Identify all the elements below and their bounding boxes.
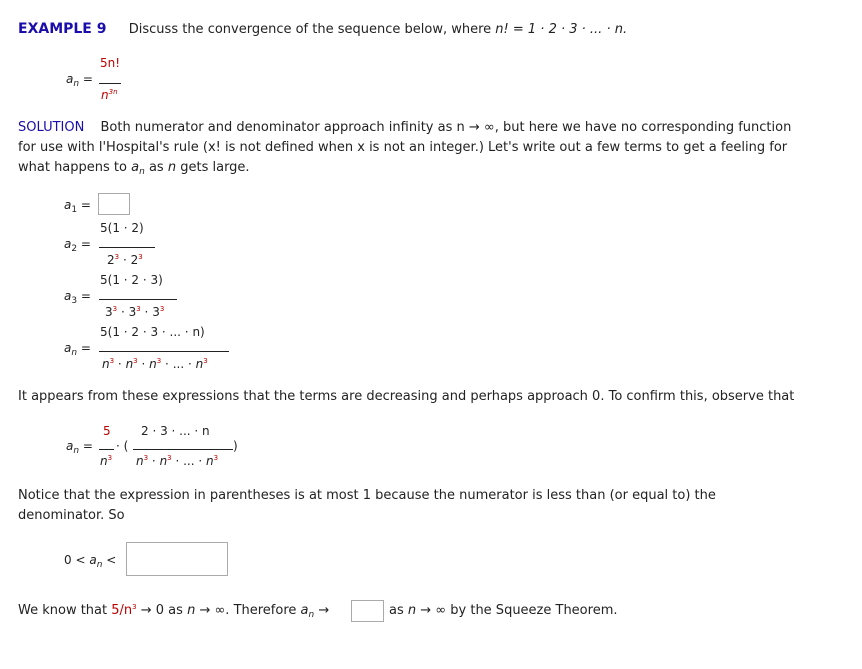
- sequence-denominator: $n^{3n}$: [101, 88, 118, 102]
- split-close-paren: ): [233, 439, 238, 453]
- a2-label: $a_2$ =: [64, 237, 91, 254]
- a2-denominator: $2^3 \cdot 2^3$: [107, 253, 143, 267]
- a3-denominator: $3^3 \cdot 3^3 \cdot 3^3$: [105, 305, 165, 319]
- an-fraction-bar: [99, 351, 229, 352]
- sequence-lhs: $a_n$ =: [66, 72, 93, 89]
- split-fraction-bar-2: [133, 449, 233, 450]
- split-five: 5: [103, 424, 111, 438]
- split-fraction-bar-1: [99, 449, 114, 450]
- an-numerator: 5(1 · 2 · 3 · ... · n): [100, 325, 205, 339]
- conclusion-line: We know that $5/n^3 \to 0$ as n → ∞. Therefore $a_n$ →: [18, 603, 330, 620]
- example-label: EXAMPLE 9: [18, 21, 107, 37]
- a3-fraction-bar: [99, 299, 177, 300]
- a2-numerator: 5(1 · 2): [100, 221, 144, 235]
- split-open-paren: · (: [116, 439, 129, 453]
- an-denominator: $n^3 \cdot n^3 \cdot n^3$ · ... · $n^3$: [102, 357, 208, 371]
- solution-line-1: Both numerator and denominator approach infinity as n → ∞, but here we have no corresponding function: [100, 120, 792, 135]
- a3-label: $a_3$ =: [64, 289, 91, 306]
- a1-answer-input[interactable]: [98, 193, 130, 215]
- sequence-fraction-bar: [99, 83, 121, 84]
- split-frac1-denominator: $n^3$: [100, 454, 113, 468]
- a2-fraction-bar: [99, 247, 155, 248]
- example-header: [18, 21, 627, 37]
- factorial-definition: n! = 1 · 2 · 3 · ... · n.: [495, 22, 628, 37]
- solution-label: SOLUTION: [18, 120, 85, 135]
- solution-line-2: for use with l'Hospital's rule (x! is not defined when x is not an integer.) Let's write out a few terms to get a feeling for: [18, 140, 788, 155]
- inequality-lhs: $0 < a_n$ <: [64, 553, 117, 570]
- a1-label: $a_1$ =: [64, 198, 91, 215]
- solution-line-3a: what happens to: [18, 160, 127, 175]
- an-label: $a_n$ =: [64, 341, 91, 358]
- solution-paragraph: SOLUTION Both numerator and denominator approach infinity as n → ∞, but here we have no corresponding function for use with l'Hospital's rule (x! is not defined when x is not an integer.) Let's write out a few terms to get a feeling for what happens to $a_n$ as n gets large.: [18, 120, 792, 177]
- limit-answer-input[interactable]: [351, 600, 384, 622]
- split-lhs: $a_n$ =: [66, 439, 93, 456]
- conclusion-suffix: as n → ∞ by the Squeeze Theorem.: [389, 603, 618, 618]
- split-frac2-denominator: $n^3 \cdot n^3$ · ... · $n^3$: [136, 454, 219, 468]
- observe-text: It appears from these expressions that the terms are decreasing and perhaps approach 0. To confirm this, observe that: [18, 389, 795, 404]
- split-frac2-numerator: 2 · 3 · ... · n: [141, 424, 210, 438]
- upper-bound-input[interactable]: [126, 542, 228, 576]
- sequence-numerator: 5n!: [100, 56, 121, 70]
- notice-paragraph: Notice that the expression in parentheses is at most 1 because the numerator is less than (or equal to) the denominator. So: [18, 488, 716, 523]
- example-prompt: Discuss the convergence of the sequence below, where: [128, 22, 492, 37]
- a3-numerator: 5(1 · 2 · 3): [100, 273, 163, 287]
